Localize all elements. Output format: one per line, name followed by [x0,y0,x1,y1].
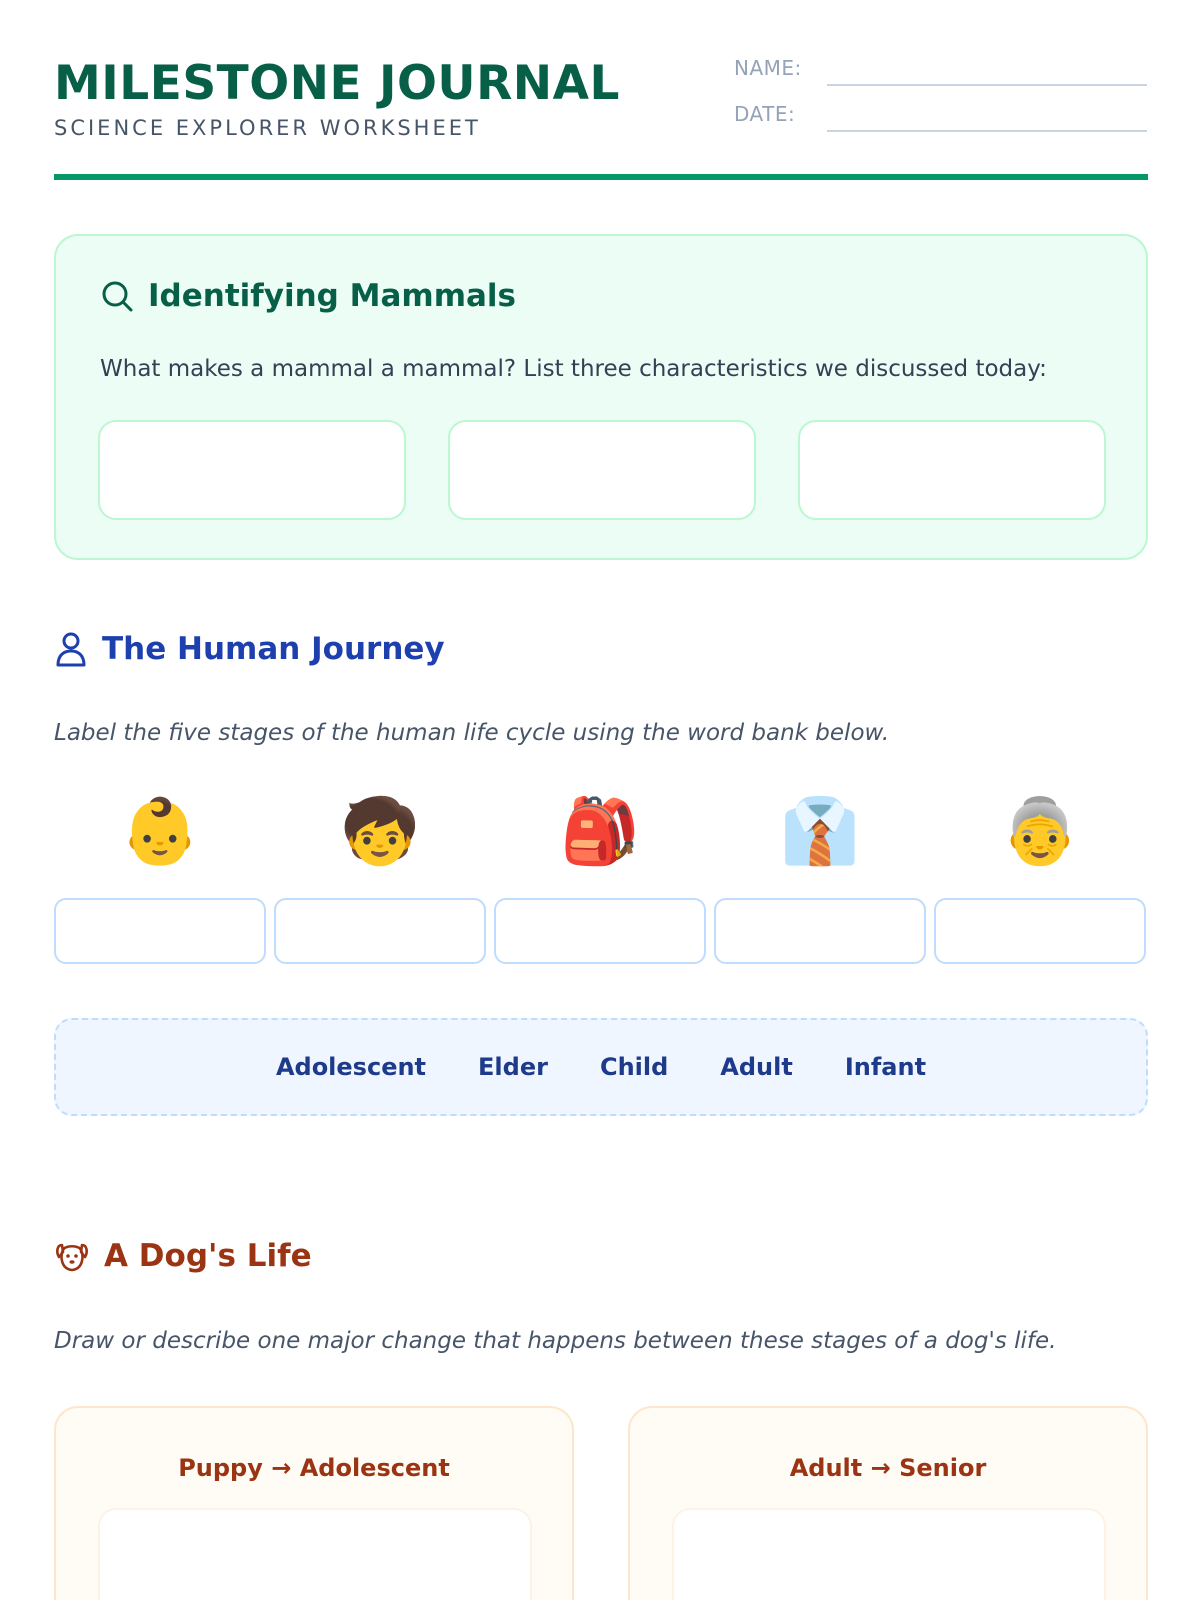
page-title: MILESTONE JOURNAL [54,56,620,111]
dog-life-heading [54,1238,312,1274]
date-label: DATE: [734,102,796,126]
human-journey-heading [54,630,445,668]
characteristic-answer-box[interactable] [448,420,756,520]
transition-label: Adult → Senior [789,1454,987,1482]
person-icon [54,630,88,668]
name-label: NAME: [734,56,802,80]
header-divider [54,174,1148,180]
worksheet-header [54,0,1148,182]
human-journey-instruction: Label the five stages of the human life cycle using the word bank below. [54,720,890,746]
dog-life-title: A Dog's Life [104,1238,312,1274]
stage-label-box[interactable] [54,898,266,964]
mammals-section [54,234,1148,560]
shirt-tie-icon: 👔 [780,795,860,869]
drawing-area[interactable] [98,1508,532,1600]
name-field[interactable] [827,84,1147,86]
mammals-title: Identifying Mammals [148,278,517,314]
mammals-heading [100,278,516,314]
word-bank-item: Child [599,1053,669,1081]
child-icon: 🧒 [340,795,420,869]
mammals-question: What makes a mammal a mammal? List three characteristics we discussed today: [100,356,1047,382]
word-bank-item: Adolescent [275,1053,427,1081]
characteristic-answer-box[interactable] [98,420,406,520]
date-field[interactable] [827,130,1147,132]
word-bank-item: Adult [720,1053,793,1081]
word-bank [54,1018,1148,1116]
transition-label: Puppy → Adolescent [178,1454,450,1482]
stage-label-box[interactable] [494,898,706,964]
backpack-icon: 🎒 [560,795,640,869]
page-subtitle: SCIENCE EXPLORER WORKSHEET [54,116,481,140]
stage-label-box[interactable] [714,898,926,964]
baby-icon: 👶 [120,795,200,869]
word-bank-item: Elder [478,1053,548,1081]
dog-face-icon [54,1238,90,1274]
dog-life-instruction: Draw or describe one major change that happens between these stages of a dog's life. [54,1328,1057,1354]
transition-card [54,1406,574,1600]
human-journey-title: The Human Journey [102,631,445,667]
characteristic-answer-box[interactable] [798,420,1106,520]
word-bank-item: Infant [844,1053,927,1081]
stage-label-box[interactable] [934,898,1146,964]
transition-card [628,1406,1148,1600]
drawing-area[interactable] [672,1508,1106,1600]
elder-icon: 👵 [1000,795,1080,869]
stage-label-box[interactable] [274,898,486,964]
search-icon [100,279,134,313]
